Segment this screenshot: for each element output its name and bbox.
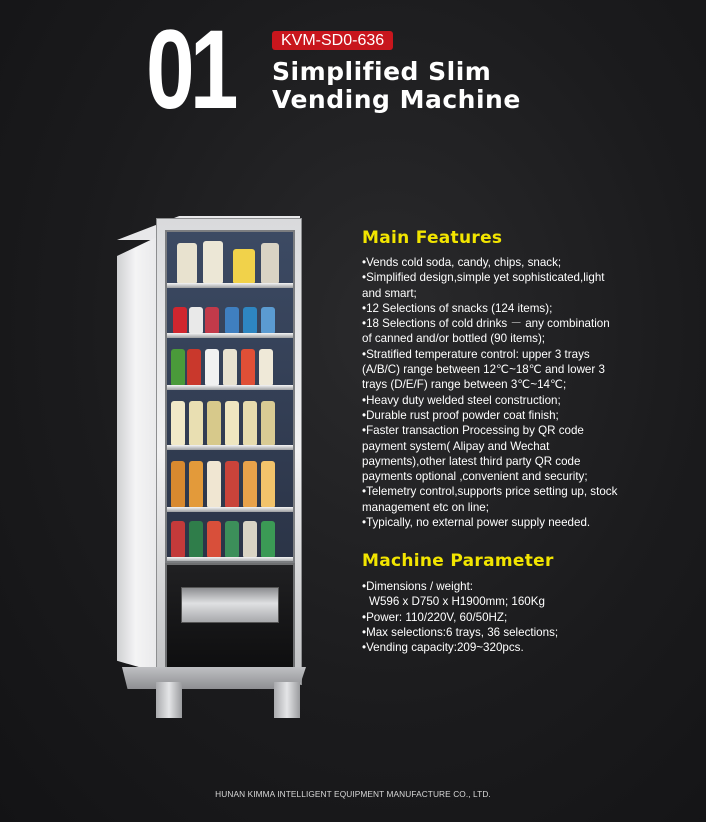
model-badge: KVM-SD0-636	[272, 31, 393, 50]
machine-shelf	[167, 394, 293, 450]
product-title-line-2: Vending Machine	[272, 85, 521, 114]
machine-shelf	[167, 454, 293, 512]
vending-machine-image	[112, 212, 312, 732]
machine-shelf	[167, 292, 293, 338]
feature-item: • Stratified temperature control: upper 3 trays (A/B/C) range between 12℃~18℃ and lower 3 trays (D/E/F) range between 3℃~14℃;	[362, 347, 622, 393]
parameter-power: • Power: 110/220V, 60/50HZ;	[362, 610, 622, 625]
company-footer: HUNAN KIMMA INTELLIGENT EQUIPMENT MANUFACTURE CO., LTD.	[215, 789, 491, 799]
product-pickup-flap	[181, 587, 279, 623]
parameter-max-selections: • Max selections:6 trays, 36 selections;	[362, 625, 622, 640]
feature-item: • Typically, no external power supply needed.	[362, 515, 622, 530]
main-features-list	[362, 255, 622, 530]
product-title-line-1: Simplified Slim	[272, 57, 492, 86]
feature-item: • Faster transaction Processing by QR code payment system( Alipay and Wechat payments),other latest third party QR code payments optional ,convenient and security;	[362, 423, 622, 484]
feature-item: • Heavy duty welded steel construction;	[362, 393, 622, 408]
machine-shelf	[167, 236, 293, 288]
machine-shelf	[167, 516, 293, 562]
machine-shelf	[167, 342, 293, 390]
product-title	[272, 58, 521, 114]
feature-item: • Durable rust proof powder coat finish;	[362, 408, 622, 423]
parameter-dimensions-label: • Dimensions / weight:	[362, 579, 622, 594]
machine-parameter-heading: Machine Parameter	[362, 551, 554, 571]
machine-leg	[274, 682, 300, 718]
main-features-heading: Main Features	[362, 228, 503, 248]
machine-glass-window	[165, 230, 295, 563]
parameter-dimensions-value: W596 x D750 x H1900mm; 160Kg	[369, 595, 545, 609]
machine-leg	[156, 682, 182, 718]
feature-item: • 12 Selections of snacks (124 items);	[362, 301, 622, 316]
feature-item: • Telemetry control,supports price setting up, stock management etc on line;	[362, 484, 622, 515]
feature-item: • Vends cold soda, candy, chips, snack;	[362, 255, 622, 270]
machine-parameter-list	[362, 579, 622, 655]
feature-item: • Simplified design,simple yet sophisticated,light and smart;	[362, 270, 622, 301]
parameter-capacity: • Vending capacity:209~320pcs.	[362, 640, 622, 655]
section-number: 01	[146, 7, 234, 132]
feature-item: • 18 Selections of cold drinks － any combination of canned and/or bottled (90 items);	[362, 316, 622, 347]
machine-lower-panel	[165, 563, 295, 678]
